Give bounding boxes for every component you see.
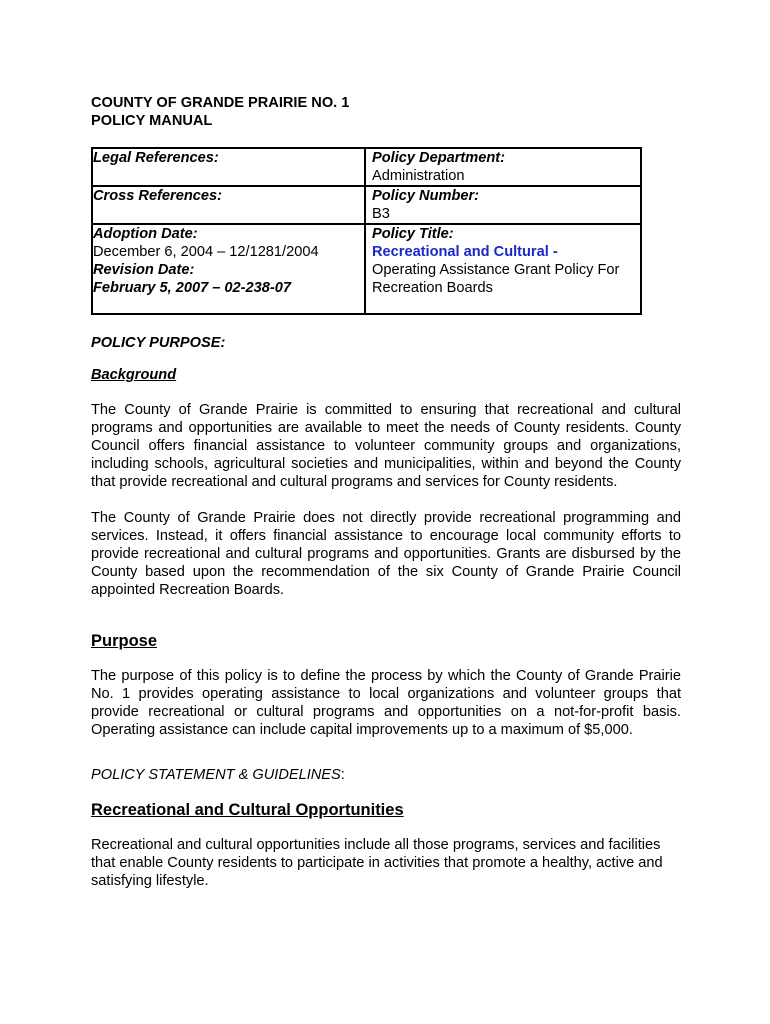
legal-references-cell bbox=[92, 148, 365, 186]
recreational-cultural-heading: Recreational and Cultural Opportunities bbox=[91, 801, 404, 819]
policy-title-line2: Operating Assistance Grant Policy For bbox=[372, 262, 620, 278]
legal-references-label: Legal References: bbox=[93, 150, 219, 166]
policy-department-cell bbox=[365, 148, 641, 186]
county-title: COUNTY OF GRANDE PRAIRIE NO. 1 bbox=[91, 95, 350, 111]
policy-department-label: Policy Department: bbox=[372, 150, 505, 166]
recreational-cultural-paragraph: Recreational and cultural opportunities include all those programs, services and facilities that enable County residents to participate in activities that promote a healthy, active and satisfying lifestyle. bbox=[91, 837, 663, 889]
background-paragraph-2: The County of Grande Prairie does not directly provide recreational programming and services. Instead, it offers financial assistance to encourage local community efforts to provide recreational and cultural programs and opportunities. Grants are disbursed by the County based upon the recommendation of the six County of Grande Prairie Council appointed Recreation Boards. bbox=[91, 510, 681, 598]
statement-heading: POLICY STATEMENT & GUIDELINES bbox=[91, 767, 341, 783]
policy-meta-table bbox=[91, 147, 642, 315]
manual-title: POLICY MANUAL bbox=[91, 113, 213, 129]
policy-title-line3: Recreation Boards bbox=[372, 280, 493, 296]
statement-heading-colon: : bbox=[340, 767, 345, 783]
policy-department-value: Administration bbox=[372, 168, 465, 184]
purpose-heading: Purpose bbox=[91, 632, 158, 650]
revision-date-value: February 5, 2007 – 02-238-07 bbox=[93, 280, 291, 296]
adoption-date-value: December 6, 2004 – 12/1281/2004 bbox=[93, 244, 319, 260]
purpose-paragraph: The purpose of this policy is to define the process by which the County of Grande Prairie No. 1 provides operating assistance to local organizations and volunteer groups that provide recreational or cultural programs and opportunities on a not-for-profit basis. Operating assistance can include capital improvements up to a maximum of $5,000. bbox=[91, 668, 681, 738]
statement-heading-line bbox=[91, 766, 681, 784]
policy-number-cell bbox=[365, 186, 641, 224]
adoption-date-label: Adoption Date: bbox=[93, 226, 198, 242]
dates-cell bbox=[92, 224, 365, 314]
policy-title-cell bbox=[365, 224, 641, 314]
cross-references-cell bbox=[92, 186, 365, 224]
policy-purpose-heading: POLICY PURPOSE: bbox=[91, 335, 226, 351]
cross-references-label: Cross References: bbox=[93, 188, 222, 204]
policy-title-line1: Recreational and Cultural - bbox=[372, 244, 558, 260]
background-paragraph-1: The County of Grande Prairie is committed to ensuring that recreational and cultural programs and opportunities are available to meet the needs of County residents. County Council offers financial assistance to volunteer community groups and organizations, including schools, agricultural societies and municipalities, within and beyond the County that provide recreational and cultural programs and services for County residents. bbox=[91, 402, 681, 490]
document-page bbox=[91, 94, 681, 890]
policy-number-value: B3 bbox=[372, 206, 390, 222]
policy-number-label: Policy Number: bbox=[372, 188, 480, 204]
background-heading: Background bbox=[91, 367, 177, 383]
revision-date-label: Revision Date: bbox=[93, 262, 195, 278]
policy-title-label: Policy Title: bbox=[372, 226, 454, 242]
